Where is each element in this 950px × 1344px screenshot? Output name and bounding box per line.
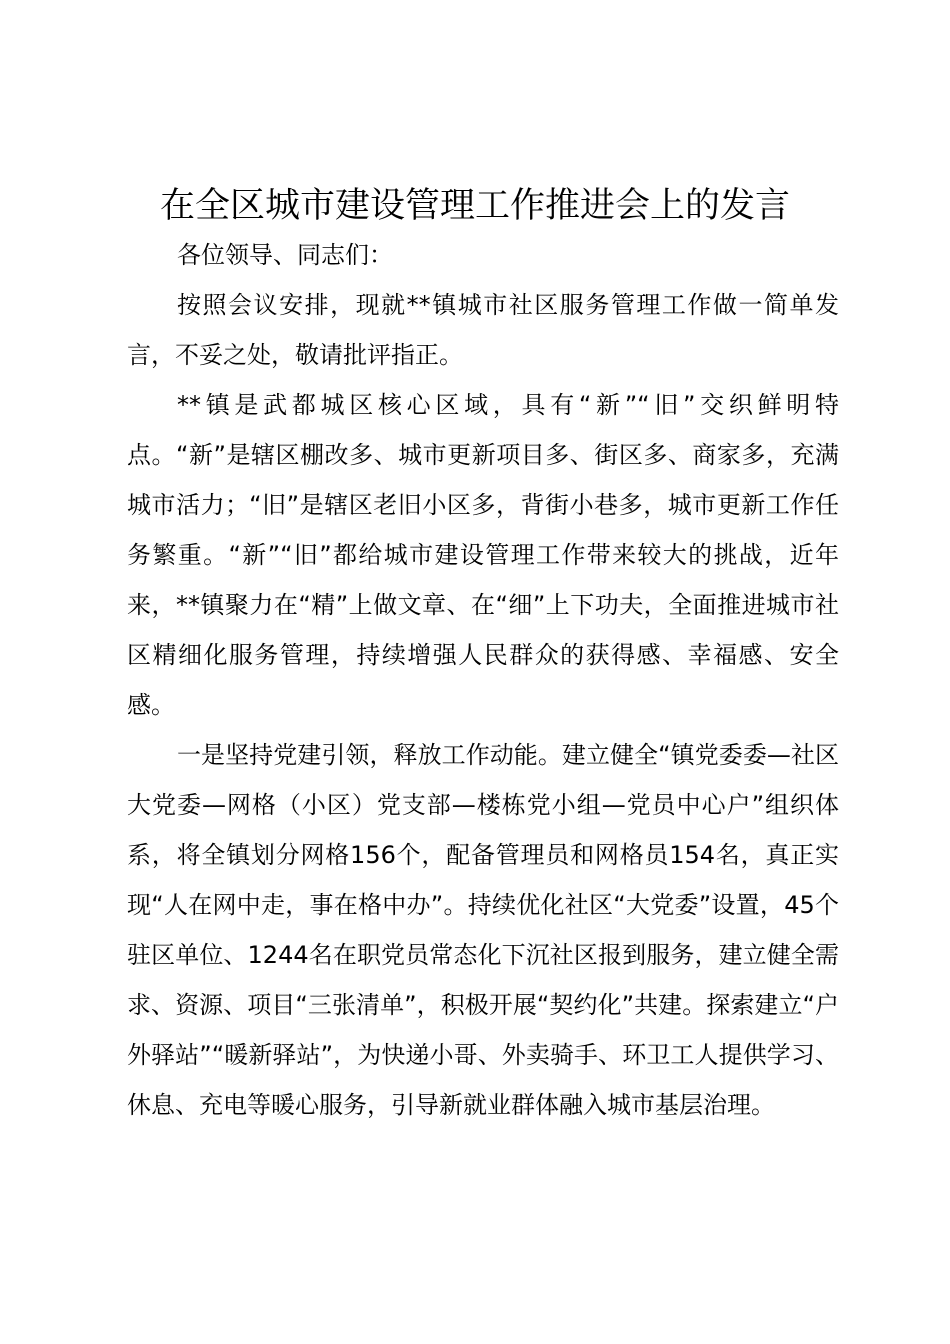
paragraph-opening: 按照会议安排，现就**镇城市社区服务管理工作做一简单发言，不妥之处，敬请批评指正。 <box>127 291 839 369</box>
paragraph-greeting: 各位领导、同志们： <box>177 241 393 269</box>
paragraph-overview: **镇是武都城区核心区域，具有“新”“旧”交织鲜明特点。“新”是辖区棚改多、城市更新项目多、街区多、商家多，充满城市活力；“旧”是辖区老旧小区多，背街小巷多，城市更新工作任务繁重。“新”“旧”都给城市建设管理工作带来较大的挑战，近年来，**镇聚力在“精”上做文章、在“细”上下功夫，全面推进城市社区精细化服务管理，持续增强人民群众的获得感、幸福感、安全感。 <box>127 391 839 719</box>
document-title: 在全区城市建设管理工作推进会上的发言 <box>159 186 790 226</box>
document-body <box>127 230 839 1130</box>
paragraph-point-one: 一是坚持党建引领，释放工作动能。建立健全“镇党委委—社区大党委—网格（小区）党支部—楼栋党小组—党员中心户”组织体系，将全镇划分网格156个，配备管理员和网格员154名，真正实现“人在网中走，事在格中办”。持续优化社区“大党委”设置，45个驻区单位、1244名在职党员常态化下沉社区报到服务，建立健全需求、资源、项目“三张清单”，积极开展“契约化”共建。探索建立“户外驿站”“暖新驿站”，为快递小哥、外卖骑手、环卫工人提供学习、休息、充电等暖心服务，引导新就业群体融入城市基层治理。 <box>127 741 839 1119</box>
